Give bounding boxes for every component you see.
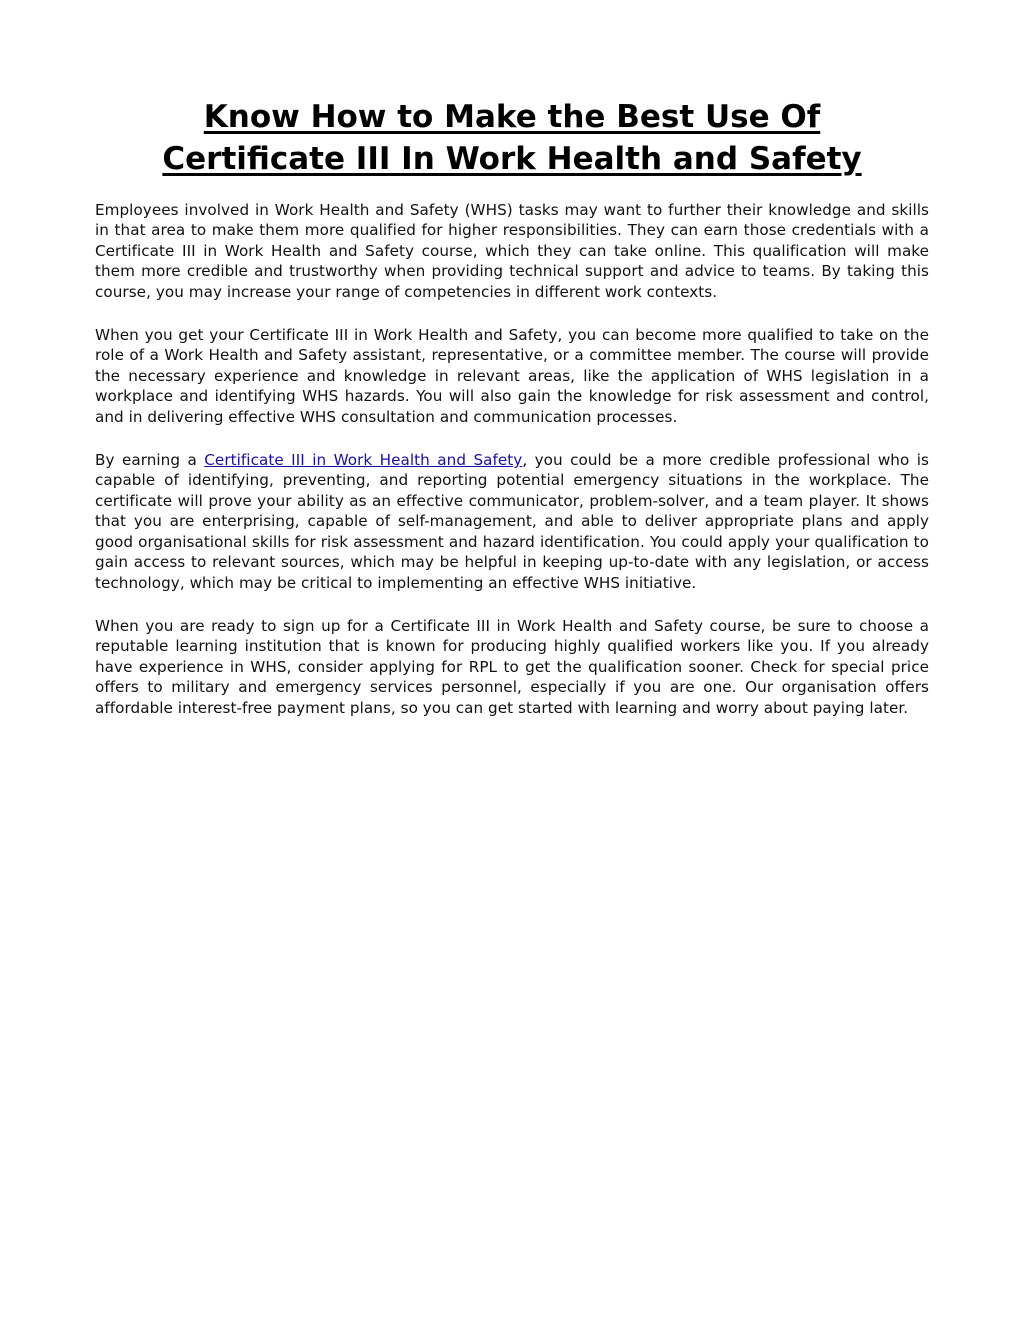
paragraph-2: When you get your Certificate III in Work Health and Safety, you can become more qualified to take on the role of a Work Health and Safety assistant, representative, or a committee member. The course will provide the necessary experience and knowledge in relevant areas, like the application of WHS legislation in a workplace and identifying WHS hazards. You will also gain the knowledge for risk assessment and control, and in delivering effective WHS consultation and communication processes.	[95, 326, 929, 426]
page-title	[95, 96, 929, 180]
title-line-1: Know How to Make the Best Use Of	[203, 99, 821, 135]
paragraph-4: When you are ready to sign up for a Certificate III in Work Health and Safety course, be sure to choose a reputable learning institution that is known for producing highly qualified workers like you. If you already have experience in WHS, consider applying for RPL to get the qualification sooner. Check for special price offers to military and emergency services personnel, especially if you are one. Our organisation offers affordable interest-free payment plans, so you can get started with learning and worry about paying later.	[95, 616, 929, 717]
paragraph-3-lead: By earning a	[95, 451, 205, 470]
paragraph-3	[95, 450, 929, 593]
title-line-2: Certificate III In Work Health and Safety	[162, 141, 862, 177]
paragraph-3-rest: , you could be a more credible professional who is capable of identifying, preventing, and reporting potential emergency situations in the workplace. The certificate will prove your ability as an effective communicator, problem-solver, and a team player. It shows that you are enterprising, capable of self-management, and able to deliver appropriate plans and apply good organisational skills for risk assessment and hazard identification. You could apply your qualification to gain access to relevant sources, which may be helpful in keeping up-to-date with any legislation, or access technology, which may be critical to implementing an effective WHS initiative.	[95, 451, 929, 592]
document-body	[95, 200, 929, 718]
certificate-link[interactable]: Certificate III in Work Health and Safety	[204, 451, 523, 470]
paragraph-1: Employees involved in Work Health and Safety (WHS) tasks may want to further their knowledge and skills in that area to make them more qualified for higher responsibilities. They can earn those credentials with a Certificate III in Work Health and Safety course, which they can take online. This qualification will make them more credible and trustworthy when providing technical support and advice to teams. By taking this course, you may increase your range of competencies in different work contexts.	[95, 201, 929, 301]
document-page	[95, 96, 929, 741]
